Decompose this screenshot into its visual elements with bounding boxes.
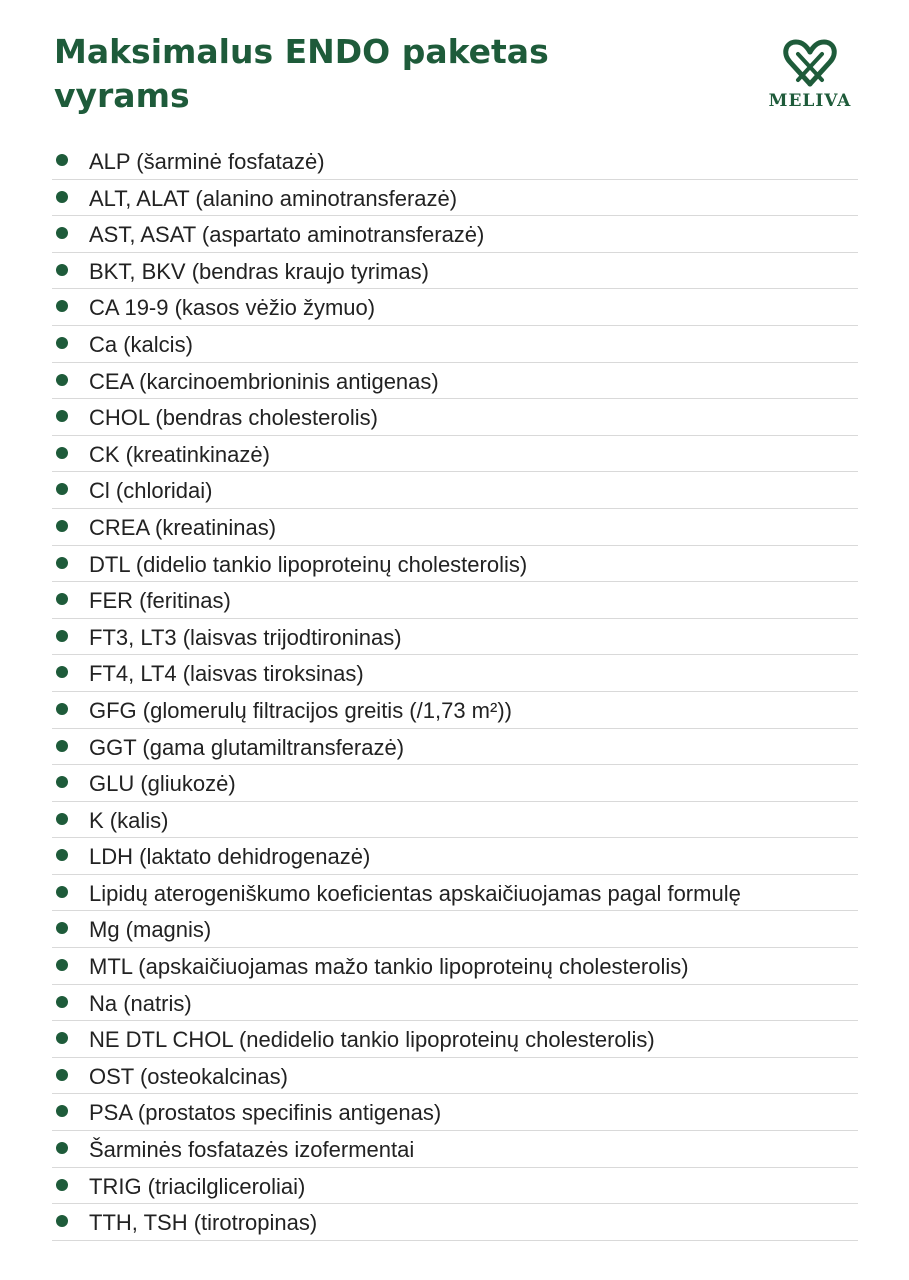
list-item-text: PSA (prostatos specifinis antigenas) xyxy=(89,1100,442,1126)
bullet-icon xyxy=(56,630,68,642)
bullet-icon xyxy=(56,447,68,459)
list-item xyxy=(52,436,858,473)
list-item xyxy=(52,363,858,400)
list-item xyxy=(52,765,858,802)
bullet-icon xyxy=(56,1032,68,1044)
bullet-icon xyxy=(56,520,68,532)
list-item-text: CREA (kreatininas) xyxy=(89,514,277,540)
bullet-icon xyxy=(56,922,68,934)
list-item xyxy=(52,911,858,948)
bullet-icon xyxy=(56,1069,68,1081)
bullet-icon xyxy=(56,959,68,971)
list-item-text: GLU (gliukozė) xyxy=(89,771,236,797)
list-item-text: Mg (magnis) xyxy=(89,917,212,943)
bullet-icon xyxy=(56,703,68,715)
list-item xyxy=(52,253,858,290)
bullet-icon xyxy=(56,740,68,752)
list-item xyxy=(52,948,858,985)
list-item xyxy=(52,180,858,217)
list-item xyxy=(52,802,858,839)
list-item-text: CEA (karcinoembrioninis antigenas) xyxy=(89,368,439,394)
bullet-icon xyxy=(56,1142,68,1154)
list-item xyxy=(52,1131,858,1168)
list-item-text: BKT, BKV (bendras kraujo tyrimas) xyxy=(89,258,429,284)
meliva-logo xyxy=(760,36,860,114)
bullet-icon xyxy=(56,300,68,312)
list-item-text: FT4, LT4 (laisvas tiroksinas) xyxy=(89,661,364,687)
list-item-text: K (kalis) xyxy=(89,807,169,833)
bullet-icon xyxy=(56,374,68,386)
bullet-icon xyxy=(56,1215,68,1227)
list-item xyxy=(52,582,858,619)
list-item-text: Lipidų aterogeniškumo koeficientas apskaičiuojamas pagal formulę xyxy=(89,880,741,906)
list-item xyxy=(52,875,858,912)
list-item xyxy=(52,546,858,583)
bullet-icon xyxy=(56,154,68,166)
list-item xyxy=(52,985,858,1022)
list-item-text: GFG (glomerulų filtracijos greitis (/1,73 m²)) xyxy=(89,697,512,723)
list-item xyxy=(52,399,858,436)
list-item xyxy=(52,289,858,326)
list-item xyxy=(52,509,858,546)
list-item xyxy=(52,619,858,656)
bullet-icon xyxy=(56,1105,68,1117)
bullet-icon xyxy=(56,264,68,276)
list-item-text: DTL (didelio tankio lipoproteinų cholesterolis) xyxy=(89,551,528,577)
list-item xyxy=(52,729,858,766)
bullet-icon xyxy=(56,227,68,239)
list-item-text: MTL (apskaičiuojamas mažo tankio lipoproteinų cholesterolis) xyxy=(89,954,689,980)
list-item-text: ALT, ALAT (alanino aminotransferazė) xyxy=(89,185,458,211)
bullet-icon xyxy=(56,410,68,422)
list-item-text: CK (kreatinkinazė) xyxy=(89,441,270,467)
test-list xyxy=(52,143,858,1241)
list-item-text: LDH (laktato dehidrogenazė) xyxy=(89,844,371,870)
list-item xyxy=(52,326,858,363)
meliva-heart-logo-icon xyxy=(778,36,842,88)
bullet-icon xyxy=(56,996,68,1008)
list-item-text: Šarminės fosfatazės izofermentai xyxy=(89,1137,415,1163)
list-item-text: CHOL (bendras cholesterolis) xyxy=(89,405,378,431)
list-item xyxy=(52,838,858,875)
bullet-icon xyxy=(56,557,68,569)
meliva-logo-text: MELIVA xyxy=(768,91,852,111)
list-item-text: CA 19-9 (kasos vėžio žymuo) xyxy=(89,295,376,321)
list-item xyxy=(52,472,858,509)
list-item xyxy=(52,1058,858,1095)
list-item-text: FT3, LT3 (laisvas trijodtironinas) xyxy=(89,624,402,650)
list-item-text: FER (feritinas) xyxy=(89,588,231,614)
list-item-text: OST (osteokalcinas) xyxy=(89,1063,288,1089)
bullet-icon xyxy=(56,593,68,605)
bullet-icon xyxy=(56,776,68,788)
bullet-icon xyxy=(56,886,68,898)
list-item-text: Na (natris) xyxy=(89,990,192,1016)
list-item xyxy=(52,692,858,729)
page-title-line-2: vyrams xyxy=(54,76,190,115)
list-item xyxy=(52,1021,858,1058)
bullet-icon xyxy=(56,849,68,861)
page-title xyxy=(54,30,654,118)
bullet-icon xyxy=(56,337,68,349)
list-item-text: TRIG (triacilgliceroliai) xyxy=(89,1173,306,1199)
list-item-text: ALP (šarminė fosfatazė) xyxy=(89,149,325,174)
list-item-text: Cl (chloridai) xyxy=(89,478,213,504)
list-item xyxy=(52,1168,858,1205)
bullet-icon xyxy=(56,191,68,203)
bullet-icon xyxy=(56,483,68,495)
list-item xyxy=(52,1204,858,1241)
list-item xyxy=(52,1094,858,1131)
list-item-text: GGT (gama glutamiltransferazė) xyxy=(89,734,405,760)
list-item-text: AST, ASAT (aspartato aminotransferazė) xyxy=(89,222,485,248)
page-title-line-1: Maksimalus ENDO paketas xyxy=(54,32,549,71)
bullet-icon xyxy=(56,666,68,678)
list-item-text: TTH, TSH (tirotropinas) xyxy=(89,1210,318,1236)
bullet-icon xyxy=(56,813,68,825)
list-item-text: Ca (kalcis) xyxy=(89,331,193,357)
list-item xyxy=(52,655,858,692)
list-item-text: NE DTL CHOL (nedidelio tankio lipoproteinų cholesterolis) xyxy=(89,1027,655,1053)
list-item xyxy=(52,216,858,253)
list-item xyxy=(52,143,858,180)
bullet-icon xyxy=(56,1179,68,1191)
